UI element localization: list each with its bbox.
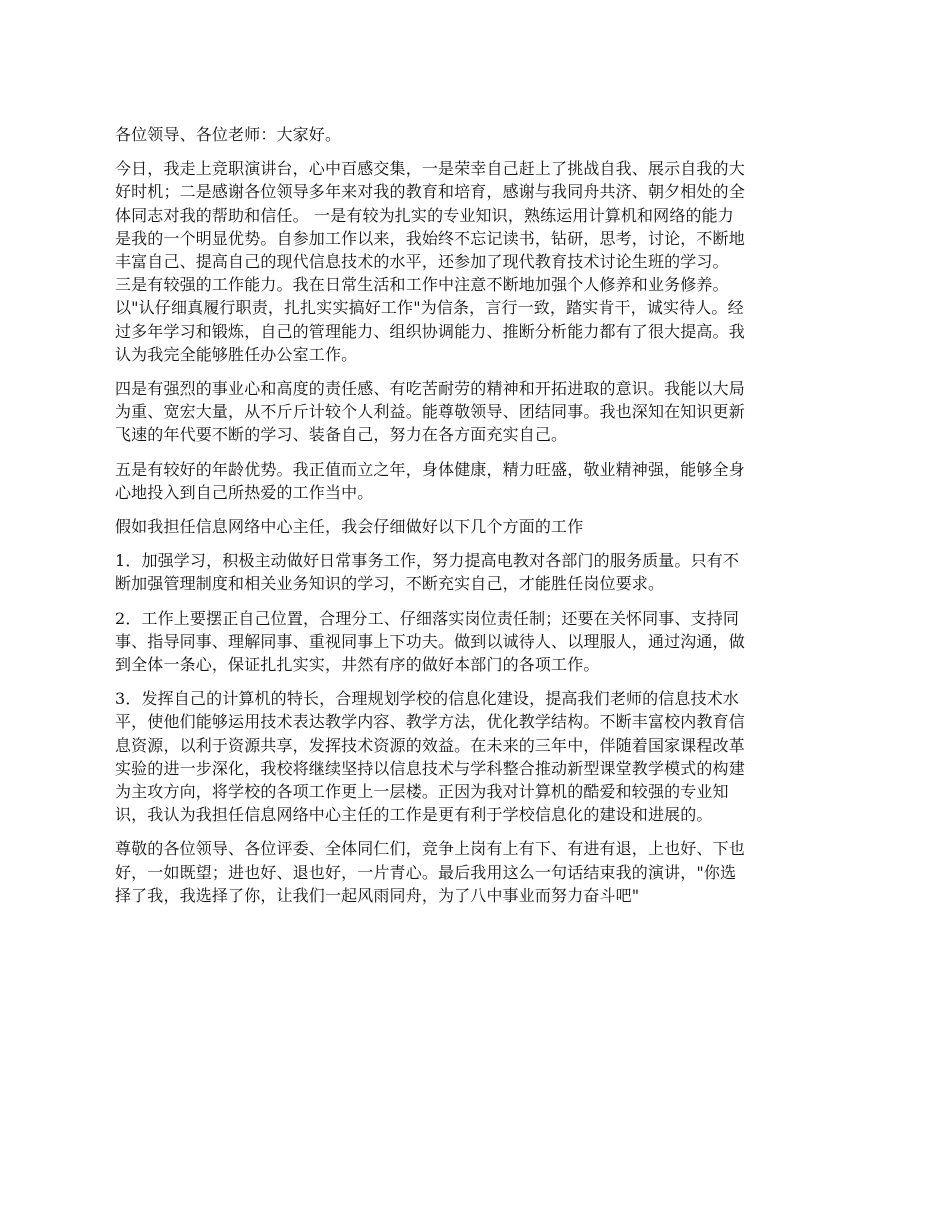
paragraph [115, 123, 841, 146]
text-line: 平，使他们能够运用技术表达教学内容、教学方法，优化教学结构。不断丰富校内教育信 [115, 712, 745, 732]
text-line: 四是有强烈的事业心和高度的责任感、有吃苦耐劳的精神和开拓进取的意识。我能以大局 [115, 379, 745, 399]
paragraph [115, 837, 841, 907]
text-line: 择了我，我选择了你，让我们一起风雨同舟，为了八中事业而努力奋斗吧" [115, 885, 640, 905]
paragraph [115, 607, 841, 677]
text-line: 2．工作上要摆正自己位置，合理分工、仔细落实岗位责任制；还要在关怀同事、支持同 [115, 608, 740, 628]
paragraph [115, 157, 841, 366]
text-line: 认为我完全能够胜任办公室工作。 [115, 344, 358, 364]
text-line: 1．加强学习，积极主动做好日常事务工作，努力提高电教对各部门的服务质量。只有不 [115, 551, 740, 571]
text-line: 以"认仔细真履行职责，扎扎实实搞好工作"为信条，言行一致，踏实肯干，诚实待人。经 [115, 298, 744, 318]
text-line: 为主攻方向，将学校的各项工作更上一层楼。正因为我对计算机的酷爱和较强的专业知 [115, 782, 729, 802]
paragraph [115, 377, 841, 447]
paragraph [115, 549, 841, 595]
text-line: 心地投入到自己所热爱的工作当中。 [115, 482, 374, 502]
text-line: 尊敬的各位领导、各位评委、全体同仁们，竞争上岗有上有下、有进有退，上也好、下也 [115, 839, 745, 859]
text-line: 丰富自己、提高自己的现代信息技术的水平，还参加了现代教育技术讨论生班的学习。 [115, 252, 729, 272]
paragraph [115, 458, 841, 504]
document-body [115, 123, 841, 918]
text-line: 好时机；二是感谢各位领导多年来对我的教育和培育，感谢与我同舟共济、朝夕相处的全 [115, 182, 745, 202]
text-line: 3．发挥自己的计算机的特长，合理规划学校的信息化建设，提高我们老师的信息技术水 [115, 689, 740, 709]
text-line: 为重、宽宏大量，从不斤斤计较个人利益。能尊敬领导、团结同事。我也深知在知识更新 [115, 402, 745, 422]
text-line: 五是有较好的年龄优势。我正值而立之年，身体健康，精力旺盛，敬业精神强，能够全身 [115, 459, 745, 479]
text-line: 好，一如既望；进也好、退也好，一片青心。最后我用这么一句话结束我的演讲，"你选 [115, 862, 737, 882]
paragraph [115, 515, 841, 538]
text-line: 识，我认为我担任信息网络中心主任的工作是更有利于学校信息化的建设和进展的。 [115, 805, 713, 825]
text-line: 三是有较强的工作能力。我在日常生活和工作中注意不断地加强个人修养和业务修养。 [115, 275, 729, 295]
text-line: 飞速的年代要不断的学习、装备自己，努力在各方面充实自己。 [115, 425, 568, 445]
paragraph [115, 687, 841, 826]
text-line: 过多年学习和锻炼，自己的管理能力、组织协调能力、推断分析能力都有了很大提高。我 [115, 321, 745, 341]
text-line: 是我的一个明显优势。自参加工作以来，我始终不忘记读书，钻研，思考，讨论，不断地 [115, 228, 745, 248]
text-line: 息资源，以利于资源共享，发挥技术资源的效益。在未来的三年中，伴随着国家课程改革 [115, 735, 745, 755]
text-line: 体同志对我的帮助和信任。 一是有较为扎实的专业知识，熟练运用计算机和网络的能力 [115, 205, 734, 225]
text-line: 事、指导同事、理解同事、重视同事上下功夫。做到以诚待人、以理服人，通过沟通，做 [115, 631, 745, 651]
text-line: 各位领导、各位老师：大家好。 [115, 125, 342, 144]
text-line: 实验的进一步深化，我校将继续坚持以信息技术与学科整合推动新型课堂教学模式的构建 [115, 758, 745, 778]
text-line: 断加强管理制度和相关业务知识的学习，不断充实自己，才能胜任岗位要求。 [115, 574, 665, 594]
text-line: 假如我担任信息网络中心主任，我会仔细做好以下几个方面的工作 [115, 517, 584, 537]
text-line: 到全体一条心，保证扎扎实实，井然有序的做好本部门的各项工作。 [115, 655, 600, 675]
text-line: 今日，我走上竞职演讲台，心中百感交集，一是荣幸自己赶上了挑战自我、展示自我的大 [115, 159, 745, 179]
